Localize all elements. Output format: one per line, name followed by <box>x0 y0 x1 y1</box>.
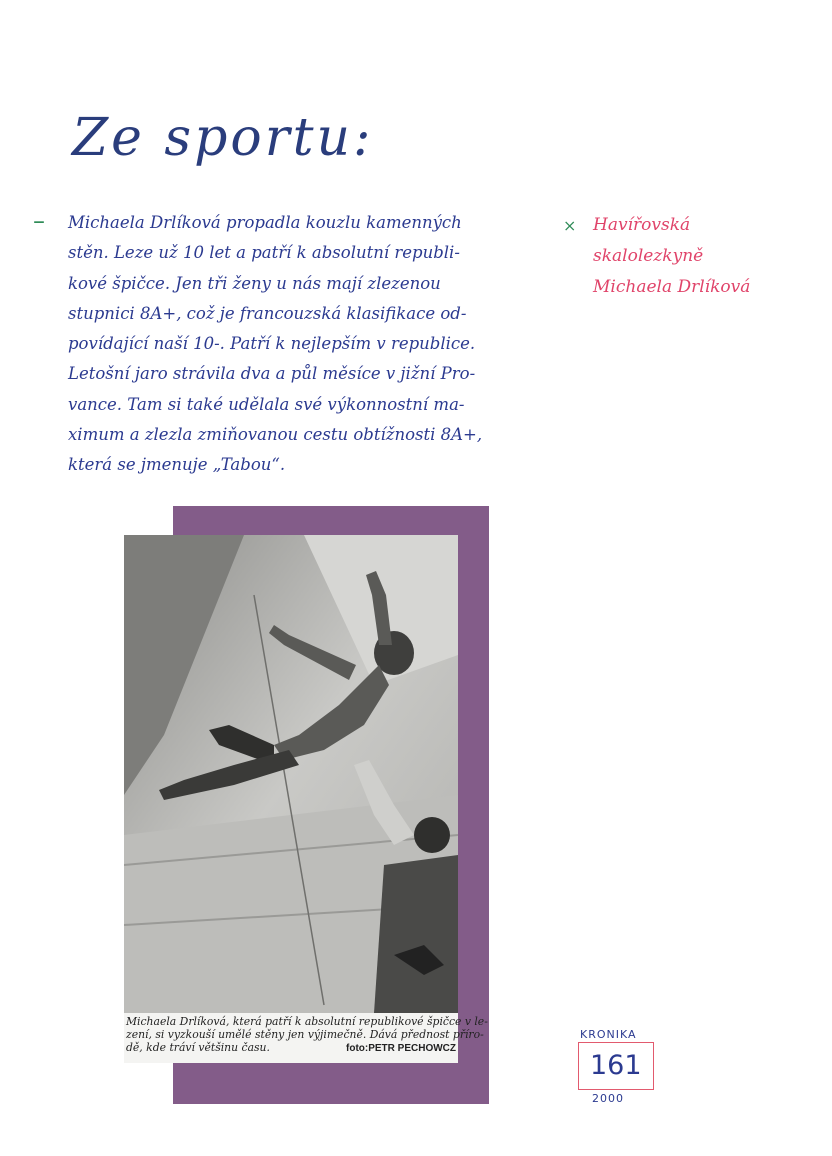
article-line: ximum a zlezla zmiňovanou cestu obtížnosti 8A+, <box>68 425 483 445</box>
side-note-marker: × <box>563 216 577 235</box>
caption-line: Michaela Drlíková, která patří k absolutní republikové špičce v le- <box>126 1015 488 1028</box>
article-text <box>68 208 558 481</box>
page-heading: Ze sportu: <box>72 108 374 168</box>
newspaper-clipping <box>124 535 488 1063</box>
article-line: stěn. Leze už 10 let a patří k absolutní republi- <box>68 243 460 263</box>
climber-photo-illustration <box>124 535 458 1013</box>
article-line: povídající naší 10-. Patří k nejlepším v republice. <box>68 334 476 354</box>
side-note-line: Michaela Drlíková <box>593 277 751 297</box>
side-note-line: Havířovská <box>593 215 691 235</box>
side-note-line: skalolezkyně <box>593 246 704 266</box>
stamp-year: 2000 <box>592 1092 624 1105</box>
chronicle-stamp <box>576 1024 666 1108</box>
article-line: stupnici 8A+, což je francouzská klasifikace od- <box>68 303 467 323</box>
stamp-label: KRONIKA <box>580 1028 637 1041</box>
caption-line: dě, kde tráví většinu času. <box>126 1041 270 1055</box>
side-note <box>565 210 815 303</box>
article-line: kové špičce. Jen tři ženy u nás mají zlezenou <box>68 273 441 293</box>
page-number: 161 <box>590 1050 642 1081</box>
climbing-photo <box>124 535 458 1013</box>
article-line: která se jmenuje „Tabou“. <box>68 455 286 475</box>
caption-line: zení, si vyzkouší umělé stěny jen výjimečně. Dává přednost příro- <box>126 1028 484 1042</box>
bullet-dash: – <box>33 207 45 235</box>
article-line: vance. Tam si také udělala své výkonnostní ma- <box>68 394 465 414</box>
article-line: Letošní jaro strávila dva a půl měsíce v jižní Pro- <box>68 364 476 384</box>
photo-credit: foto:PETR PECHOWCZ <box>346 1043 456 1054</box>
article-line: Michaela Drlíková propadla kouzlu kamenných <box>68 213 462 232</box>
